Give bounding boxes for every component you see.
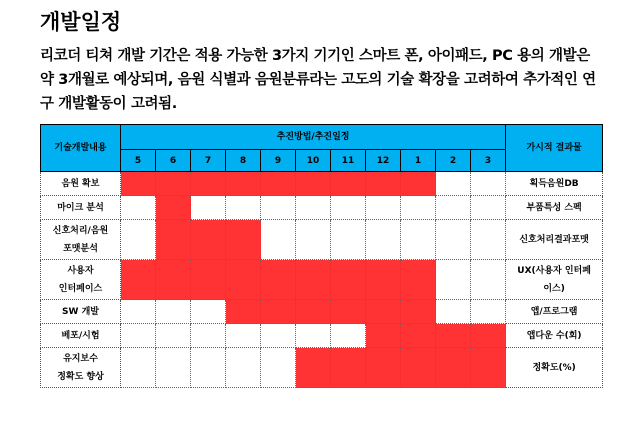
schedule-cell-active [156,196,191,220]
schedule-cell [191,348,226,388]
schedule-cell [121,348,156,388]
schedule-cell [401,220,436,260]
schedule-cell-active [191,220,226,260]
result-cell [506,220,603,260]
schedule-cell [261,348,296,388]
schedule-cell-active [366,348,401,388]
schedule-cell [436,196,471,220]
schedule-cell-active [366,172,401,196]
schedule-cell [296,196,331,220]
schedule-cell-active [401,300,436,324]
schedule-cell [471,260,506,300]
result-label: 부품특성 스펙 [526,202,582,213]
table-row [41,324,603,348]
task-label: 포맷분석 [63,243,98,254]
schedule-cell [401,196,436,220]
result-label: 이스) [543,283,565,294]
schedule-cell-active [331,260,366,300]
task-cell [41,220,121,260]
result-cell [506,196,603,220]
schedule-cell-active [296,348,331,388]
task-cell [41,348,121,388]
schedule-cell [121,196,156,220]
result-cell [506,300,603,324]
month-header: 10 [296,150,331,172]
result-label: 획득음원DB [529,178,579,189]
schedule-cell [471,172,506,196]
schedule-cell [471,220,506,260]
schedule-cell [471,300,506,324]
task-label: 사용자 [67,265,94,276]
schedule-cell-active [471,324,506,348]
table-row [41,260,603,300]
month-header: 8 [226,150,261,172]
schedule-cell-active [296,260,331,300]
schedule-cell-active [366,260,401,300]
task-label: 음원 확보 [61,178,100,189]
schedule-cell-active [156,220,191,260]
result-label: UX(사용자 인터페 [517,265,591,276]
schedule-cell [261,220,296,260]
schedule-cell-active [261,300,296,324]
schedule-cell-active [261,172,296,196]
schedule-cell [261,196,296,220]
schedule-cell [436,220,471,260]
task-cell [41,196,121,220]
schedule-cell [226,196,261,220]
schedule-cell [121,220,156,260]
result-label: 정확도(%) [532,362,576,373]
schedule-cell-active [471,348,506,388]
schedule-cell [226,324,261,348]
month-header: 11 [331,150,366,172]
schedule-cell-active [331,348,366,388]
schedule-cell-active [366,300,401,324]
result-cell [506,172,603,196]
table-row [41,300,603,324]
task-label: 신호처리/음원 [52,225,109,236]
task-cell [41,324,121,348]
schedule-cell-active [401,172,436,196]
schedule-cell [191,196,226,220]
task-cell [41,172,121,196]
month-header: 1 [401,150,436,172]
result-cell [506,348,603,388]
schedule-cell [296,324,331,348]
task-cell [41,300,121,324]
result-label: 앱/프로그램 [530,306,578,317]
schedule-cell [436,300,471,324]
schedule-cell [156,348,191,388]
schedule-cell [331,324,366,348]
schedule-cell-active [121,172,156,196]
schedule-table [40,124,603,388]
schedule-cell [331,220,366,260]
result-cell [506,260,603,300]
schedule-cell-active [261,260,296,300]
schedule-cell-active [296,172,331,196]
schedule-cell [296,220,331,260]
schedule-cell-active [226,172,261,196]
schedule-cell [331,196,366,220]
month-header: 12 [366,150,401,172]
schedule-cell-active [331,172,366,196]
schedule-cell-active [191,172,226,196]
schedule-cell [261,324,296,348]
schedule-cell [156,324,191,348]
intro-paragraph: 리코더 티쳐 개발 기간은 적용 가능한 3가지 기기인 스마트 폰, 아이패드, PC 용의 개발은 약 3개월로 예상되며, 음원 식별과 음원분류라는 고도의 기술 확장을 고려하여 추가적인 연구 개발활동이 고려됨. [40,48,596,112]
month-header: 3 [471,150,506,172]
schedule-cell-active [156,260,191,300]
schedule-cell-active [436,348,471,388]
table-row [41,348,603,388]
schedule-cell-active [401,324,436,348]
schedule-cell-active [401,260,436,300]
schedule-cell-active [226,220,261,260]
task-label: 마이크 분석 [57,202,104,213]
schedule-column-header: 추진방법/추진일정 [121,125,506,150]
month-header: 2 [436,150,471,172]
task-label: 정확도 향상 [57,371,104,382]
month-header: 5 [121,150,156,172]
schedule-cell [471,196,506,220]
page-title: 개발일정 [40,10,122,34]
schedule-cell-active [436,324,471,348]
result-label: 앱다운 수(회) [526,330,582,341]
month-header: 9 [261,150,296,172]
schedule-cell-active [331,300,366,324]
task-label: SW 개발 [62,306,99,317]
table-row [41,196,603,220]
task-column-header: 기술개발내용 [41,125,121,172]
task-label: 베포/시험 [61,330,100,341]
month-header: 7 [191,150,226,172]
schedule-cell [366,220,401,260]
task-cell [41,260,121,300]
task-label: 인터페이스 [58,283,103,294]
schedule-cell [121,324,156,348]
schedule-cell [226,348,261,388]
schedule-cell [436,260,471,300]
schedule-cell-active [296,300,331,324]
schedule-cell [191,324,226,348]
table-row [41,220,603,260]
schedule-cell-active [156,172,191,196]
table-row [41,172,603,196]
schedule-cell-active [121,260,156,300]
schedule-cell [156,300,191,324]
result-cell [506,324,603,348]
task-label: 유지보수 [63,353,98,364]
schedule-cell-active [366,324,401,348]
month-header: 6 [156,150,191,172]
schedule-cell [436,172,471,196]
schedule-cell [366,196,401,220]
schedule-cell [121,300,156,324]
schedule-cell-active [226,300,261,324]
schedule-cell-active [401,348,436,388]
schedule-cell-active [226,260,261,300]
schedule-cell [191,300,226,324]
result-label: 신호처리결과포맷 [519,234,589,245]
result-column-header: 가시적 결과물 [506,125,603,172]
schedule-cell-active [191,260,226,300]
